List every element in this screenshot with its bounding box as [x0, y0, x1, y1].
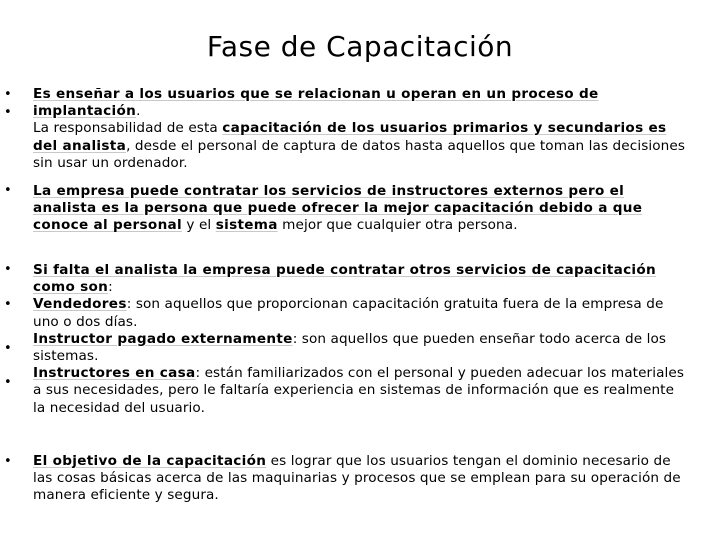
responsibility-text: La responsabilidad de esta	[33, 120, 223, 137]
contract-rest: mejor que cualquier otra persona.	[277, 217, 518, 234]
paragraph-objective	[33, 453, 688, 505]
definition-end: .	[136, 103, 141, 120]
external-instructor-label: Instructor pagado externamente	[33, 330, 293, 347]
responsibility-highlight: capacitación de los usuarios primarios y secundarios es del analista	[33, 120, 667, 154]
definition-highlight: Es enseñar a los usuarios que se relacionan u operan en un proceso de implantación	[33, 86, 599, 120]
bullet-icon: •	[4, 454, 12, 469]
responsibility-rest: , desde el personal de captura de datos hasta aquellos que toman las decisiones sin usar un ordenador.	[33, 137, 686, 171]
external-instructor-text: : son aquellos que pueden enseñar todo acerca de los sistemas.	[33, 330, 667, 365]
system-highlight: sistema	[215, 217, 278, 234]
bullet-icon: •	[4, 297, 12, 312]
paragraph-definition	[33, 86, 688, 172]
paragraph-alternatives	[33, 262, 688, 417]
contract-connector: y el	[181, 217, 216, 234]
objective-label: El objetivo de la capacitación	[33, 453, 267, 469]
paragraph-contract	[33, 183, 688, 235]
vendors-text: : son aquellos que proporcionan capacitación gratuita fuera de la empresa de uno o dos días.	[33, 296, 664, 330]
alternatives-intro: Si falta el analista la empresa puede contratar otros servicios de capacitación como son	[33, 262, 657, 296]
contract-highlight: La empresa puede contratar los servicios de instructores externos pero el analista es la persona que puede ofrecer la mejor capacitación debido a que conoce al personal	[33, 183, 643, 234]
alternatives-intro-end: :	[108, 279, 113, 296]
vendors-label: Vendedores	[33, 296, 127, 313]
in-house-instructor-text: : están familiarizados con el personal y pueden adecuar los materiales a sus necesidades, pero le faltaría experiencia en sistemas de información que es realmente la necesidad del usuario.	[33, 365, 685, 416]
in-house-instructor-label: Instructores en casa	[33, 365, 196, 382]
bullet-icon: •	[4, 341, 12, 356]
bullet-icon: •	[4, 375, 12, 390]
bullet-icon: •	[4, 87, 12, 102]
bullet-icon: •	[4, 105, 12, 120]
objective-text: es lograr que los usuarios tengan el dominio necesario de las cosas básicas acerca de las maquinarias y procesos que se emplean para su operación de manera eficiente y segura.	[33, 453, 681, 504]
bullet-icon: •	[4, 262, 12, 277]
bullet-icon: •	[4, 183, 12, 198]
slide-title: Fase de Capacitación	[206, 30, 514, 63]
